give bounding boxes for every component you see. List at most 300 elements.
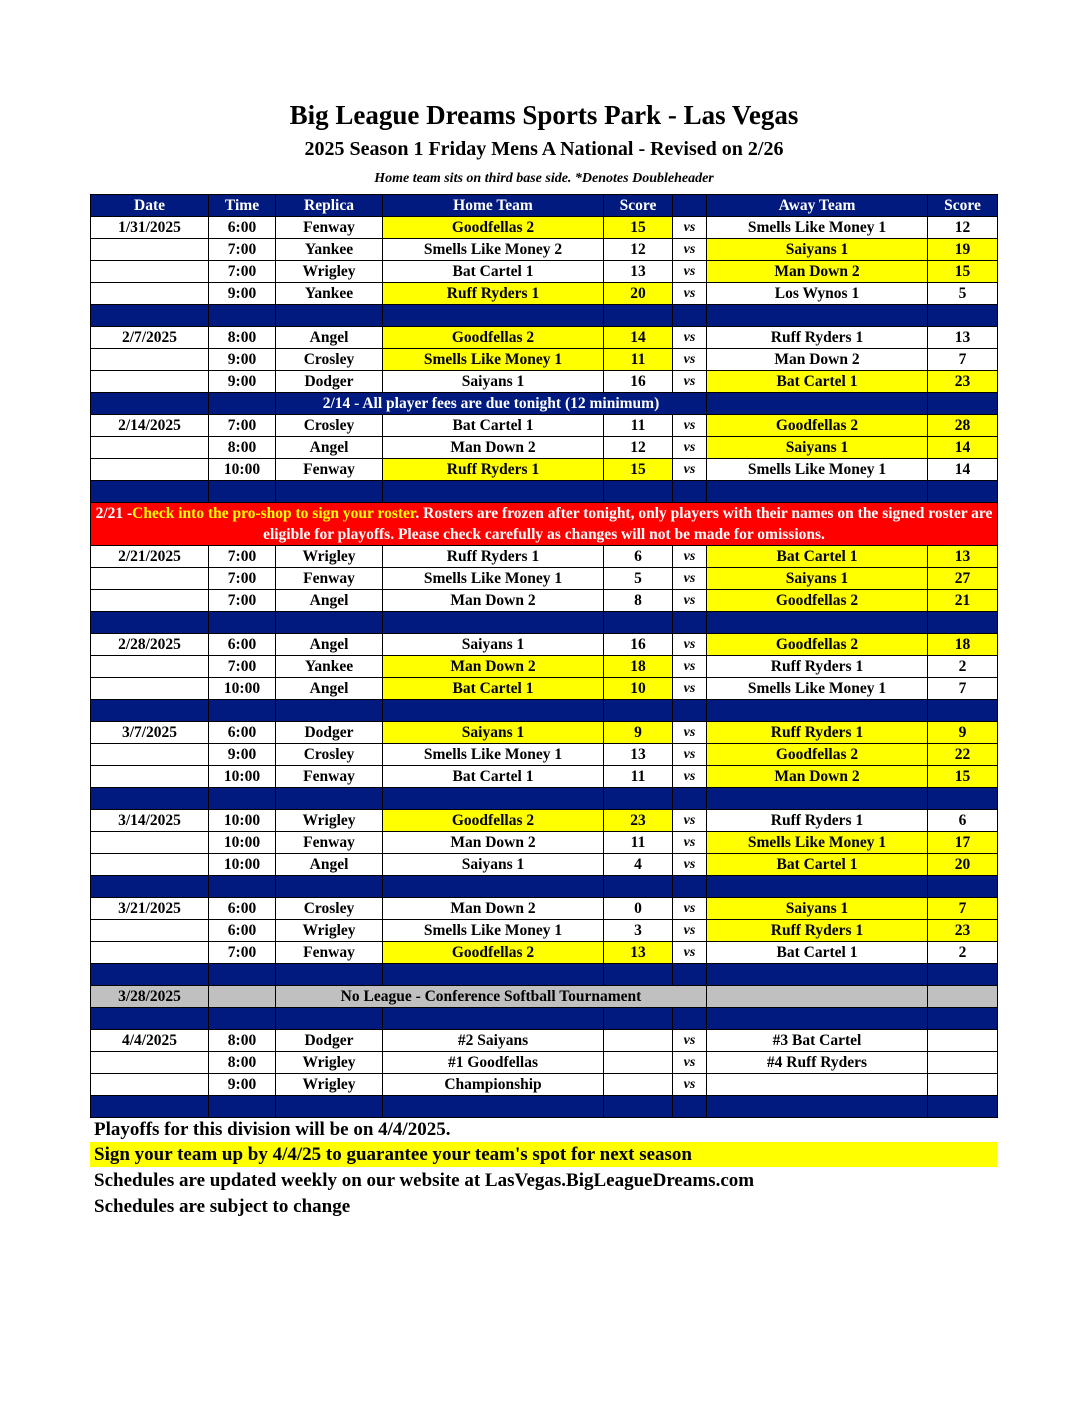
away-score: 6 [928, 810, 998, 832]
game-field: Wrigley [276, 1074, 383, 1096]
separator-cell [707, 876, 928, 898]
game-date [91, 1052, 209, 1074]
separator-cell [209, 876, 276, 898]
game-date [91, 920, 209, 942]
away-score: 23 [928, 920, 998, 942]
away-score: 22 [928, 744, 998, 766]
away-team: Bat Cartel 1 [707, 854, 928, 876]
home-team: Man Down 2 [383, 656, 604, 678]
separator-cell [209, 393, 276, 415]
separator-cell [383, 876, 604, 898]
page-title: Big League Dreams Sports Park - Las Vegas [289, 100, 799, 130]
home-team: Goodfellas 2 [383, 217, 604, 239]
game-date: 2/28/2025 [91, 634, 209, 656]
home-team: Smells Like Money 1 [383, 568, 604, 590]
game-date [91, 283, 209, 305]
away-team: #4 Ruff Ryders [707, 1052, 928, 1074]
separator-cell [707, 393, 928, 415]
away-team [707, 1074, 928, 1096]
game-field: Fenway [276, 766, 383, 788]
separator-cell [928, 305, 998, 327]
away-score [928, 1052, 998, 1074]
separator-cell [604, 612, 673, 634]
home-team: Goodfellas 2 [383, 942, 604, 964]
col-header-home-team: Home Team [383, 195, 604, 217]
home-score: 8 [604, 590, 673, 612]
home-team: Saiyans 1 [383, 371, 604, 393]
home-score: 11 [604, 766, 673, 788]
home-score [604, 1030, 673, 1052]
game-field: Dodger [276, 722, 383, 744]
footer-signup-note: Sign your team up by 4/4/25 to guarantee your team's spot for next season [90, 1142, 997, 1167]
home-score: 20 [604, 283, 673, 305]
table-row [91, 261, 998, 283]
home-score [604, 1052, 673, 1074]
vs-label: vs [673, 239, 707, 261]
home-score: 11 [604, 349, 673, 371]
away-score: 14 [928, 437, 998, 459]
game-time: 10:00 [209, 766, 276, 788]
separator-cell [707, 964, 928, 986]
game-field: Fenway [276, 832, 383, 854]
game-date [91, 371, 209, 393]
away-score: 17 [928, 832, 998, 854]
separator-cell [91, 700, 209, 722]
separator-cell [928, 700, 998, 722]
game-field: Fenway [276, 942, 383, 964]
separator-row [91, 1008, 998, 1030]
game-date [91, 239, 209, 261]
home-score: 16 [604, 371, 673, 393]
no-league-text: No League - Conference Softball Tournament [276, 986, 707, 1008]
away-team: Ruff Ryders 1 [707, 810, 928, 832]
game-time: 7:00 [209, 942, 276, 964]
home-score: 13 [604, 942, 673, 964]
roster-alert-rest: . Rosters are frozen after tonight, only players with their names on the signed roster are eligible for playoffs. Please check carefully as changes will not be made for omissions. [263, 505, 993, 543]
away-team: Bat Cartel 1 [707, 942, 928, 964]
separator-cell [276, 1096, 383, 1118]
away-score: 2 [928, 656, 998, 678]
game-time: 10:00 [209, 459, 276, 481]
col-header-replica: Replica [276, 195, 383, 217]
vs-label: vs [673, 854, 707, 876]
separator-cell [604, 964, 673, 986]
vs-label: vs [673, 678, 707, 700]
separator-cell [209, 788, 276, 810]
away-team: Los Wynos 1 [707, 283, 928, 305]
table-row [91, 766, 998, 788]
home-team: Saiyans 1 [383, 634, 604, 656]
away-score [928, 1074, 998, 1096]
empty-cell [928, 986, 998, 1008]
separator-cell [707, 700, 928, 722]
separator-cell [276, 305, 383, 327]
game-time: 7:00 [209, 415, 276, 437]
game-time: 9:00 [209, 744, 276, 766]
home-score: 15 [604, 217, 673, 239]
table-row [91, 546, 998, 568]
away-score: 23 [928, 371, 998, 393]
away-score: 20 [928, 854, 998, 876]
away-score: 7 [928, 349, 998, 371]
game-time: 7:00 [209, 590, 276, 612]
separator-cell [604, 1096, 673, 1118]
home-score: 5 [604, 568, 673, 590]
separator-cell [928, 876, 998, 898]
game-date [91, 744, 209, 766]
separator-cell [91, 1096, 209, 1118]
separator-cell [604, 305, 673, 327]
separator-cell [604, 788, 673, 810]
game-date [91, 261, 209, 283]
game-time: 10:00 [209, 832, 276, 854]
separator-cell [707, 612, 928, 634]
schedule-table [90, 194, 998, 1118]
separator-row [91, 788, 998, 810]
home-score: 12 [604, 437, 673, 459]
away-team: Ruff Ryders 1 [707, 327, 928, 349]
home-score: 11 [604, 832, 673, 854]
game-field: Yankee [276, 656, 383, 678]
away-team: Saiyans 1 [707, 239, 928, 261]
table-row [91, 217, 998, 239]
vs-label: vs [673, 656, 707, 678]
separator-cell [209, 481, 276, 503]
separator-cell [276, 964, 383, 986]
separator-row [91, 1096, 998, 1118]
game-date [91, 437, 209, 459]
away-score: 7 [928, 678, 998, 700]
table-header-row [91, 195, 998, 217]
game-date [91, 590, 209, 612]
separator-cell [91, 481, 209, 503]
game-time: 7:00 [209, 568, 276, 590]
separator-cell [383, 700, 604, 722]
game-date: 3/14/2025 [91, 810, 209, 832]
game-field: Wrigley [276, 1052, 383, 1074]
away-score: 13 [928, 546, 998, 568]
col-header-away-score: Score [928, 195, 998, 217]
vs-label: vs [673, 1052, 707, 1074]
home-team: Bat Cartel 1 [383, 678, 604, 700]
game-time: 9:00 [209, 371, 276, 393]
vs-label: vs [673, 810, 707, 832]
roster-alert [91, 503, 998, 546]
away-team: Man Down 2 [707, 261, 928, 283]
vs-label: vs [673, 327, 707, 349]
vs-label: vs [673, 261, 707, 283]
separator-row [91, 481, 998, 503]
separator-cell [276, 481, 383, 503]
away-team: Ruff Ryders 1 [707, 920, 928, 942]
home-team: Bat Cartel 1 [383, 766, 604, 788]
game-field: Angel [276, 854, 383, 876]
no-league-row [91, 986, 998, 1008]
game-field: Angel [276, 437, 383, 459]
away-team: Goodfellas 2 [707, 744, 928, 766]
separator-cell [707, 305, 928, 327]
roster-alert-highlight: Check into the pro-shop to sign your roster [132, 505, 416, 522]
col-header-time: Time [209, 195, 276, 217]
away-score: 18 [928, 634, 998, 656]
roster-alert-lead: 2/21 - [95, 505, 133, 522]
separator-cell [91, 876, 209, 898]
game-time: 6:00 [209, 722, 276, 744]
home-score: 0 [604, 898, 673, 920]
game-date: 3/28/2025 [91, 986, 209, 1008]
separator-cell [673, 876, 707, 898]
separator-cell [383, 1096, 604, 1118]
game-date [91, 766, 209, 788]
separator-cell [673, 1096, 707, 1118]
separator-cell [91, 1008, 209, 1030]
game-time: 7:00 [209, 656, 276, 678]
vs-label: vs [673, 415, 707, 437]
vs-label: vs [673, 1030, 707, 1052]
table-row [91, 1074, 998, 1096]
table-row [91, 634, 998, 656]
home-score: 9 [604, 722, 673, 744]
away-team: Smells Like Money 1 [707, 217, 928, 239]
separator-row [91, 612, 998, 634]
game-field: Angel [276, 327, 383, 349]
home-score: 11 [604, 415, 673, 437]
game-date [91, 349, 209, 371]
game-date [91, 854, 209, 876]
separator-cell [209, 964, 276, 986]
home-score: 18 [604, 656, 673, 678]
notice-row [91, 393, 998, 415]
home-score: 3 [604, 920, 673, 942]
home-score: 4 [604, 854, 673, 876]
game-time: 6:00 [209, 217, 276, 239]
table-row [91, 239, 998, 261]
separator-cell [604, 876, 673, 898]
away-team: Saiyans 1 [707, 437, 928, 459]
home-score: 16 [604, 634, 673, 656]
away-team: Bat Cartel 1 [707, 371, 928, 393]
game-time: 10:00 [209, 810, 276, 832]
table-row [91, 678, 998, 700]
game-date [91, 1074, 209, 1096]
game-field: Wrigley [276, 261, 383, 283]
separator-cell [928, 481, 998, 503]
table-row [91, 942, 998, 964]
game-field: Yankee [276, 283, 383, 305]
away-score: 21 [928, 590, 998, 612]
footer-playoffs-note: Playoffs for this division will be on 4/4/2025. [94, 1119, 451, 1140]
home-score: 14 [604, 327, 673, 349]
home-score: 13 [604, 261, 673, 283]
separator-cell [928, 393, 998, 415]
game-time: 8:00 [209, 1030, 276, 1052]
away-team: Goodfellas 2 [707, 415, 928, 437]
game-date [91, 568, 209, 590]
away-team: Man Down 2 [707, 349, 928, 371]
game-field: Fenway [276, 568, 383, 590]
vs-label: vs [673, 920, 707, 942]
game-time: 7:00 [209, 261, 276, 283]
empty-cell [209, 986, 276, 1008]
separator-cell [276, 612, 383, 634]
game-time: 8:00 [209, 437, 276, 459]
separator-cell [383, 1008, 604, 1030]
table-row [91, 415, 998, 437]
separator-cell [383, 964, 604, 986]
separator-cell [209, 700, 276, 722]
page-subtitle: 2025 Season 1 Friday Mens A National - Revised on 2/26 [304, 138, 784, 160]
vs-label: vs [673, 634, 707, 656]
game-field: Wrigley [276, 810, 383, 832]
game-field: Fenway [276, 217, 383, 239]
home-score [604, 1074, 673, 1096]
vs-label: vs [673, 371, 707, 393]
away-team: Ruff Ryders 1 [707, 656, 928, 678]
away-score: 5 [928, 283, 998, 305]
home-score: 23 [604, 810, 673, 832]
home-team: Championship [383, 1074, 604, 1096]
game-field: Angel [276, 590, 383, 612]
vs-label: vs [673, 546, 707, 568]
away-team: Bat Cartel 1 [707, 546, 928, 568]
game-date: 4/4/2025 [91, 1030, 209, 1052]
table-row [91, 810, 998, 832]
away-score: 28 [928, 415, 998, 437]
table-row [91, 437, 998, 459]
home-team: #1 Goodfellas [383, 1052, 604, 1074]
vs-label: vs [673, 942, 707, 964]
game-field: Dodger [276, 371, 383, 393]
table-row [91, 920, 998, 942]
home-team: Ruff Ryders 1 [383, 546, 604, 568]
game-date [91, 656, 209, 678]
home-team: Saiyans 1 [383, 722, 604, 744]
game-date [91, 678, 209, 700]
away-score: 19 [928, 239, 998, 261]
vs-label: vs [673, 590, 707, 612]
separator-cell [928, 1096, 998, 1118]
game-field: Crosley [276, 415, 383, 437]
separator-row [91, 700, 998, 722]
separator-row [91, 876, 998, 898]
away-team: Saiyans 1 [707, 898, 928, 920]
separator-cell [91, 305, 209, 327]
vs-label: vs [673, 898, 707, 920]
separator-row [91, 305, 998, 327]
col-header-date: Date [91, 195, 209, 217]
separator-cell [928, 612, 998, 634]
table-row [91, 744, 998, 766]
home-score: 10 [604, 678, 673, 700]
separator-cell [707, 1008, 928, 1030]
home-team: Goodfellas 2 [383, 327, 604, 349]
vs-label: vs [673, 568, 707, 590]
separator-cell [91, 964, 209, 986]
separator-cell [276, 700, 383, 722]
table-row [91, 371, 998, 393]
separator-cell [276, 788, 383, 810]
away-score: 12 [928, 217, 998, 239]
col-header-home-score: Score [604, 195, 673, 217]
table-row [91, 722, 998, 744]
away-team: Goodfellas 2 [707, 634, 928, 656]
away-team: Ruff Ryders 1 [707, 722, 928, 744]
game-date [91, 942, 209, 964]
game-time: 7:00 [209, 239, 276, 261]
away-team: Saiyans 1 [707, 568, 928, 590]
home-team: Smells Like Money 1 [383, 920, 604, 942]
separator-cell [383, 305, 604, 327]
table-row [91, 459, 998, 481]
game-time: 6:00 [209, 920, 276, 942]
separator-cell [91, 612, 209, 634]
page-note: Home team sits on third base side. *Denotes Doubleheader [374, 171, 714, 186]
separator-cell [928, 964, 998, 986]
table-row [91, 327, 998, 349]
game-time: 7:00 [209, 546, 276, 568]
away-team: #3 Bat Cartel [707, 1030, 928, 1052]
table-row [91, 590, 998, 612]
game-field: Crosley [276, 349, 383, 371]
vs-label: vs [673, 744, 707, 766]
col-header-vs [673, 195, 707, 217]
home-team: #2 Saiyans [383, 1030, 604, 1052]
separator-cell [383, 481, 604, 503]
away-score: 7 [928, 898, 998, 920]
separator-cell [209, 1008, 276, 1030]
away-score: 9 [928, 722, 998, 744]
vs-label: vs [673, 437, 707, 459]
separator-cell [209, 612, 276, 634]
away-team: Smells Like Money 1 [707, 459, 928, 481]
game-date: 1/31/2025 [91, 217, 209, 239]
away-team: Man Down 2 [707, 766, 928, 788]
vs-label: vs [673, 832, 707, 854]
game-date [91, 459, 209, 481]
away-score: 15 [928, 261, 998, 283]
game-field: Dodger [276, 1030, 383, 1052]
table-row [91, 283, 998, 305]
col-header-away-team: Away Team [707, 195, 928, 217]
home-team: Smells Like Money 1 [383, 744, 604, 766]
away-score: 13 [928, 327, 998, 349]
game-date: 3/21/2025 [91, 898, 209, 920]
vs-label: vs [673, 349, 707, 371]
game-time: 8:00 [209, 327, 276, 349]
table-row [91, 1030, 998, 1052]
table-row [91, 1052, 998, 1074]
separator-cell [673, 612, 707, 634]
away-score: 2 [928, 942, 998, 964]
separator-cell [928, 1008, 998, 1030]
away-score [928, 1030, 998, 1052]
table-row [91, 832, 998, 854]
table-row [91, 898, 998, 920]
vs-label: vs [673, 283, 707, 305]
game-field: Angel [276, 678, 383, 700]
separator-row [91, 964, 998, 986]
away-score: 27 [928, 568, 998, 590]
separator-cell [209, 305, 276, 327]
table-row [91, 656, 998, 678]
home-team: Ruff Ryders 1 [383, 283, 604, 305]
game-time: 9:00 [209, 349, 276, 371]
home-team: Smells Like Money 1 [383, 349, 604, 371]
game-field: Wrigley [276, 920, 383, 942]
table-row [91, 568, 998, 590]
game-field: Wrigley [276, 546, 383, 568]
footer-website-note: Schedules are updated weekly on our website at LasVegas.BigLeagueDreams.com [94, 1170, 755, 1191]
